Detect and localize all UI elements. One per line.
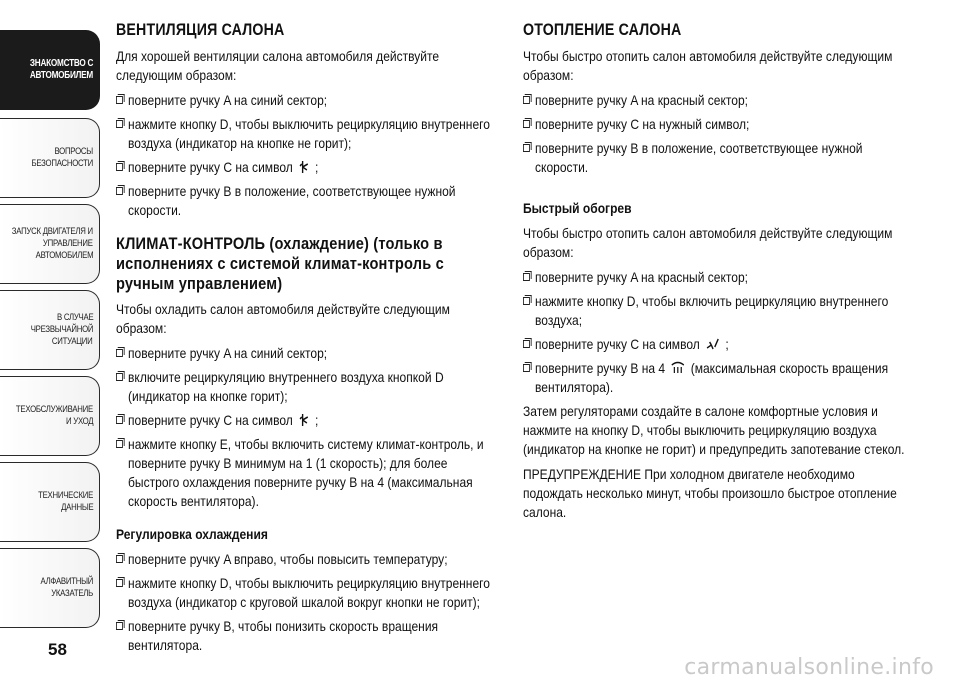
tab-label: ЧРЕЗВЫЧАЙНОЙ [30, 324, 93, 335]
list-item [116, 158, 493, 177]
tab-label: ЗНАКОМСТВО С [29, 58, 93, 69]
list-item: поверните ручку A на красный сектор; [523, 268, 912, 287]
tab-label: ТЕХОБСЛУЖИВАНИЕ [15, 404, 93, 415]
item-text: ; [314, 412, 319, 428]
list-item: поверните ручку A на синий сектор; [116, 91, 493, 110]
tab-introduction[interactable] [0, 30, 100, 110]
heading-climate-control: КЛИМАТ-КОНТРОЛЬ (охлаждение) (только в исполнениях с системой климат-контроль с ручным управлением) [116, 234, 444, 293]
feet-windshield-symbol-icon [705, 337, 720, 351]
watermark: carmanualsonline.info [684, 655, 934, 680]
list-item: нажмите кнопку D, чтобы включить рециркуляцию внутреннего воздуха; [523, 292, 912, 330]
tab-emergency[interactable] [0, 290, 100, 370]
heading-cooling-adjustment: Регулировка охлаждения [116, 526, 268, 542]
list-item: поверните ручку A вправо, чтобы повысить температуру; [116, 550, 493, 569]
tab-starting-driving[interactable] [0, 204, 100, 284]
item-text: поверните ручку C на символ [128, 412, 293, 428]
item-text: поверните ручку B на 4 [535, 360, 666, 376]
warning-paragraph: ПРЕДУПРЕЖДЕНИЕ При холодном двигателе необходимо подождать несколько минут, чтобы произошло быстрое отопление салона. [523, 466, 897, 520]
item-text: поверните ручку C на символ [128, 159, 293, 175]
page-number: 58 [48, 640, 67, 659]
tab-label: АВТОМОБИЛЕМ [29, 70, 93, 81]
paragraph: Чтобы быстро отопить салон автомобиля действуйте следующим образом: [523, 225, 893, 260]
heading-heating: ОТОПЛЕНИЕ САЛОНА [523, 21, 682, 39]
tab-label: БЕЗОПАСНОСТИ [31, 158, 93, 169]
tab-label: ТЕХНИЧЕСКИЕ [37, 490, 93, 501]
list-item: поверните ручку B в положение, соответствующее нужной скорости. [116, 182, 493, 220]
tab-label: УПРАВЛЕНИЕ [43, 238, 93, 249]
tab-label: В СЛУЧАЕ [56, 312, 93, 323]
heading-fast-heating: Быстрый обогрев [523, 200, 632, 216]
left-column [116, 20, 494, 660]
heading-ventilation: ВЕНТИЛЯЦИЯ САЛОНА [116, 21, 285, 39]
chapter-sidebar [0, 0, 104, 686]
item-text: ; [314, 159, 319, 175]
tab-label: УКАЗАТЕЛЬ [51, 588, 93, 599]
tab-label: ДАННЫЕ [60, 502, 93, 513]
list-item [116, 411, 493, 430]
vent-face-symbol-icon [298, 413, 310, 427]
item-text: ; [725, 336, 729, 352]
paragraph: Для хорошей вентиляции салона автомобиля действуйте следующим образом: [116, 48, 440, 83]
tab-label: ЗАПУСК ДВИГАТЕЛЯ И [11, 226, 93, 237]
list-item [523, 359, 912, 397]
fan-max-speed-icon [670, 361, 685, 375]
list-item: поверните ручку A на красный сектор; [523, 91, 912, 110]
item-text: поверните ручку C на символ [535, 336, 700, 352]
list-item: нажмите кнопку D, чтобы выключить рециркуляцию внутреннего воздуха (индикатор на кнопке не горит); [116, 115, 493, 153]
tab-label: АЛФАВИТНЫЙ [40, 576, 93, 587]
paragraph: Чтобы охладить салон автомобиля действуйте следующим образом: [116, 301, 450, 336]
tab-technical-data[interactable] [0, 462, 100, 542]
list-item: включите рециркуляцию внутреннего воздуха кнопкой D (индикатор на кнопке горит); [116, 368, 493, 406]
list-item: поверните ручку B в положение, соответствующее нужной скорости. [523, 139, 912, 177]
tab-label: АВТОМОБИЛЕМ [35, 250, 93, 261]
tab-label: ВОПРОСЫ [54, 146, 93, 157]
tab-index[interactable] [0, 548, 100, 628]
tab-label: И УХОД [65, 416, 93, 427]
list-item: нажмите кнопку E, чтобы включить систему климат-контроль, и поверните ручку B минимум на 1 (1 скорость); для более быстрого охлаждения поверните ручку B на 4 (максимальная скорость вентилятора). [116, 435, 493, 511]
paragraph: Чтобы быстро отопить салон автомобиля действуйте следующим образом: [523, 48, 893, 83]
list-item [523, 335, 912, 354]
list-item: поверните ручку C на нужный символ; [523, 115, 912, 134]
vent-face-symbol-icon [298, 160, 310, 174]
list-item: нажмите кнопку D, чтобы выключить рециркуляцию внутреннего воздуха (индикатор с круговой шкалой вокруг кнопки не горит); [116, 574, 493, 612]
tab-label: СИТУАЦИИ [52, 336, 93, 347]
list-item: поверните ручку B, чтобы понизить скорость вращения вентилятора. [116, 617, 493, 655]
tab-maintenance[interactable] [0, 376, 100, 456]
right-column [523, 20, 913, 528]
item-text: (максимальная скорость вращения вентилятора). [535, 360, 889, 395]
tab-safety[interactable] [0, 118, 100, 198]
paragraph: Затем регуляторами создайте в салоне комфортные условия и нажмите на кнопку D, чтобы выключить рециркуляцию воздуха (индикатор на кнопке не горит) и предупредить запотевание стекол. [523, 403, 905, 457]
list-item: поверните ручку A на синий сектор; [116, 344, 493, 363]
